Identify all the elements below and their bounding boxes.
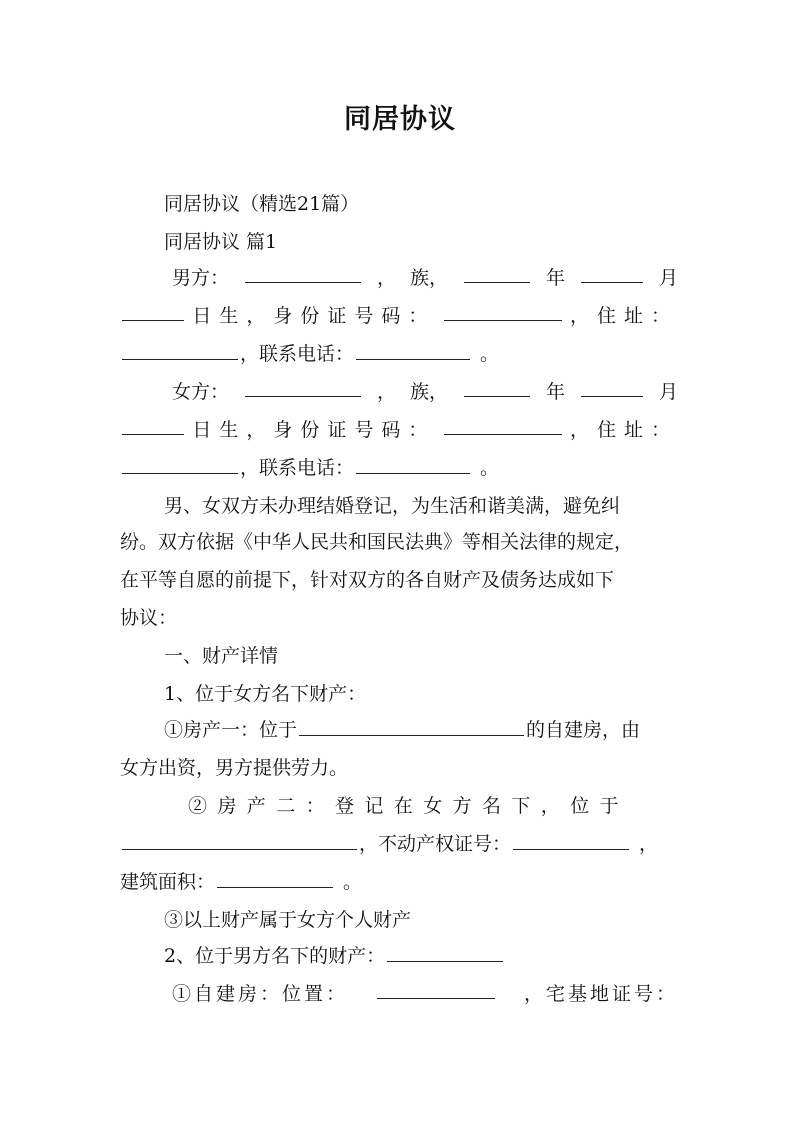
intro-line-1: 男、女双方未办理结婚登记，为生活和谐美满，避免纠 [164, 495, 621, 517]
woman-phone-label: ，联系电话： [240, 457, 355, 479]
house-2-area-blank [217, 869, 333, 888]
woman-phone-blank [356, 455, 470, 474]
man-period: 。 [480, 343, 500, 365]
house-2-area-label: 建筑面积： [120, 871, 216, 893]
chapter-heading: 同居协议 篇1 [164, 231, 278, 253]
man-address-label: ，住址： [569, 305, 678, 327]
item-2-heading [164, 942, 505, 970]
woman-month-label: 月 [658, 381, 678, 403]
man-phone-label: ，联系电话： [240, 343, 355, 365]
item-2-text: 2、位于男方名下的财产： [164, 945, 386, 967]
house-2-location-blank [122, 831, 357, 850]
self-built-line [172, 980, 678, 1008]
man-year-blank [464, 264, 530, 283]
man-comma: ， [376, 267, 396, 289]
item-2-blank [387, 943, 503, 962]
self-built-label: ①自建房：位置： [172, 983, 349, 1005]
house-2-line-3 [120, 868, 362, 896]
man-info-line-3 [120, 340, 499, 368]
man-born-label: 日生，身份证号码： [192, 305, 436, 327]
woman-id-blank [444, 416, 562, 435]
man-id-blank [444, 302, 562, 321]
house-1-line-2: 女方出资，男方提供劳力。 [120, 757, 349, 779]
man-ethnic-label: 族， [409, 267, 448, 289]
house-1-suffix: 的自建房，由 [526, 719, 641, 741]
section-heading: 一、财产详情 [164, 645, 279, 667]
man-label: 男方： [172, 267, 230, 289]
woman-info-line-1 [172, 378, 678, 406]
woman-period: 。 [480, 457, 500, 479]
woman-born-label: 日生，身份证号码： [192, 419, 436, 441]
man-info-line-1 [172, 264, 678, 292]
man-address-blank [122, 341, 238, 360]
house-2-cert-blank [513, 831, 629, 850]
woman-name-blank [245, 378, 361, 397]
homestead-label: ，宅基地证号： [523, 983, 678, 1005]
woman-comma: ， [376, 381, 396, 403]
woman-address-label: ，住址： [569, 419, 678, 441]
item-1-3: ③以上财产属于女方个人财产 [164, 909, 412, 931]
self-built-location-blank [377, 980, 495, 999]
woman-ethnic-label: 族， [409, 381, 448, 403]
item-1-heading: 1、位于女方名下财产： [164, 683, 367, 705]
house-1-prefix: ①房产一：位于 [164, 719, 298, 741]
woman-day-blank [122, 416, 184, 435]
man-year-label: 年 [545, 267, 565, 289]
woman-info-line-2 [120, 416, 678, 444]
document-title: 同居协议 [344, 104, 456, 135]
house-2-line-1 [188, 792, 678, 820]
house-2-cert-label: ，不动产权证号： [359, 833, 512, 855]
woman-year-blank [464, 378, 530, 397]
man-info-line-2 [120, 302, 678, 330]
woman-label: 女方： [172, 381, 230, 403]
intro-line-4: 协议： [120, 607, 178, 629]
woman-month-blank [581, 378, 643, 397]
man-day-blank [122, 302, 184, 321]
house-2-comma: ， [639, 833, 659, 855]
man-phone-blank [356, 341, 470, 360]
intro-line-2: 纷。双方依据《中华人民共和国民法典》等相关法律的规定， [120, 531, 634, 553]
woman-address-blank [122, 455, 238, 474]
house-2-period: 。 [343, 871, 363, 893]
house-1-location-blank [299, 717, 524, 736]
woman-year-label: 年 [545, 381, 565, 403]
house-2-text: ②房产二：登记在女方名下，位于 [188, 795, 630, 817]
house-2-line-2 [120, 830, 658, 858]
man-month-blank [581, 264, 643, 283]
man-name-blank [245, 264, 361, 283]
subtitle: 同居协议（精选21篇） [164, 193, 360, 215]
man-month-label: 月 [658, 267, 678, 289]
woman-info-line-3 [120, 454, 499, 482]
intro-line-3: 在平等自愿的前提下，针对双方的各自财产及债务达成如下 [120, 569, 615, 591]
house-1-line-1 [164, 716, 640, 744]
